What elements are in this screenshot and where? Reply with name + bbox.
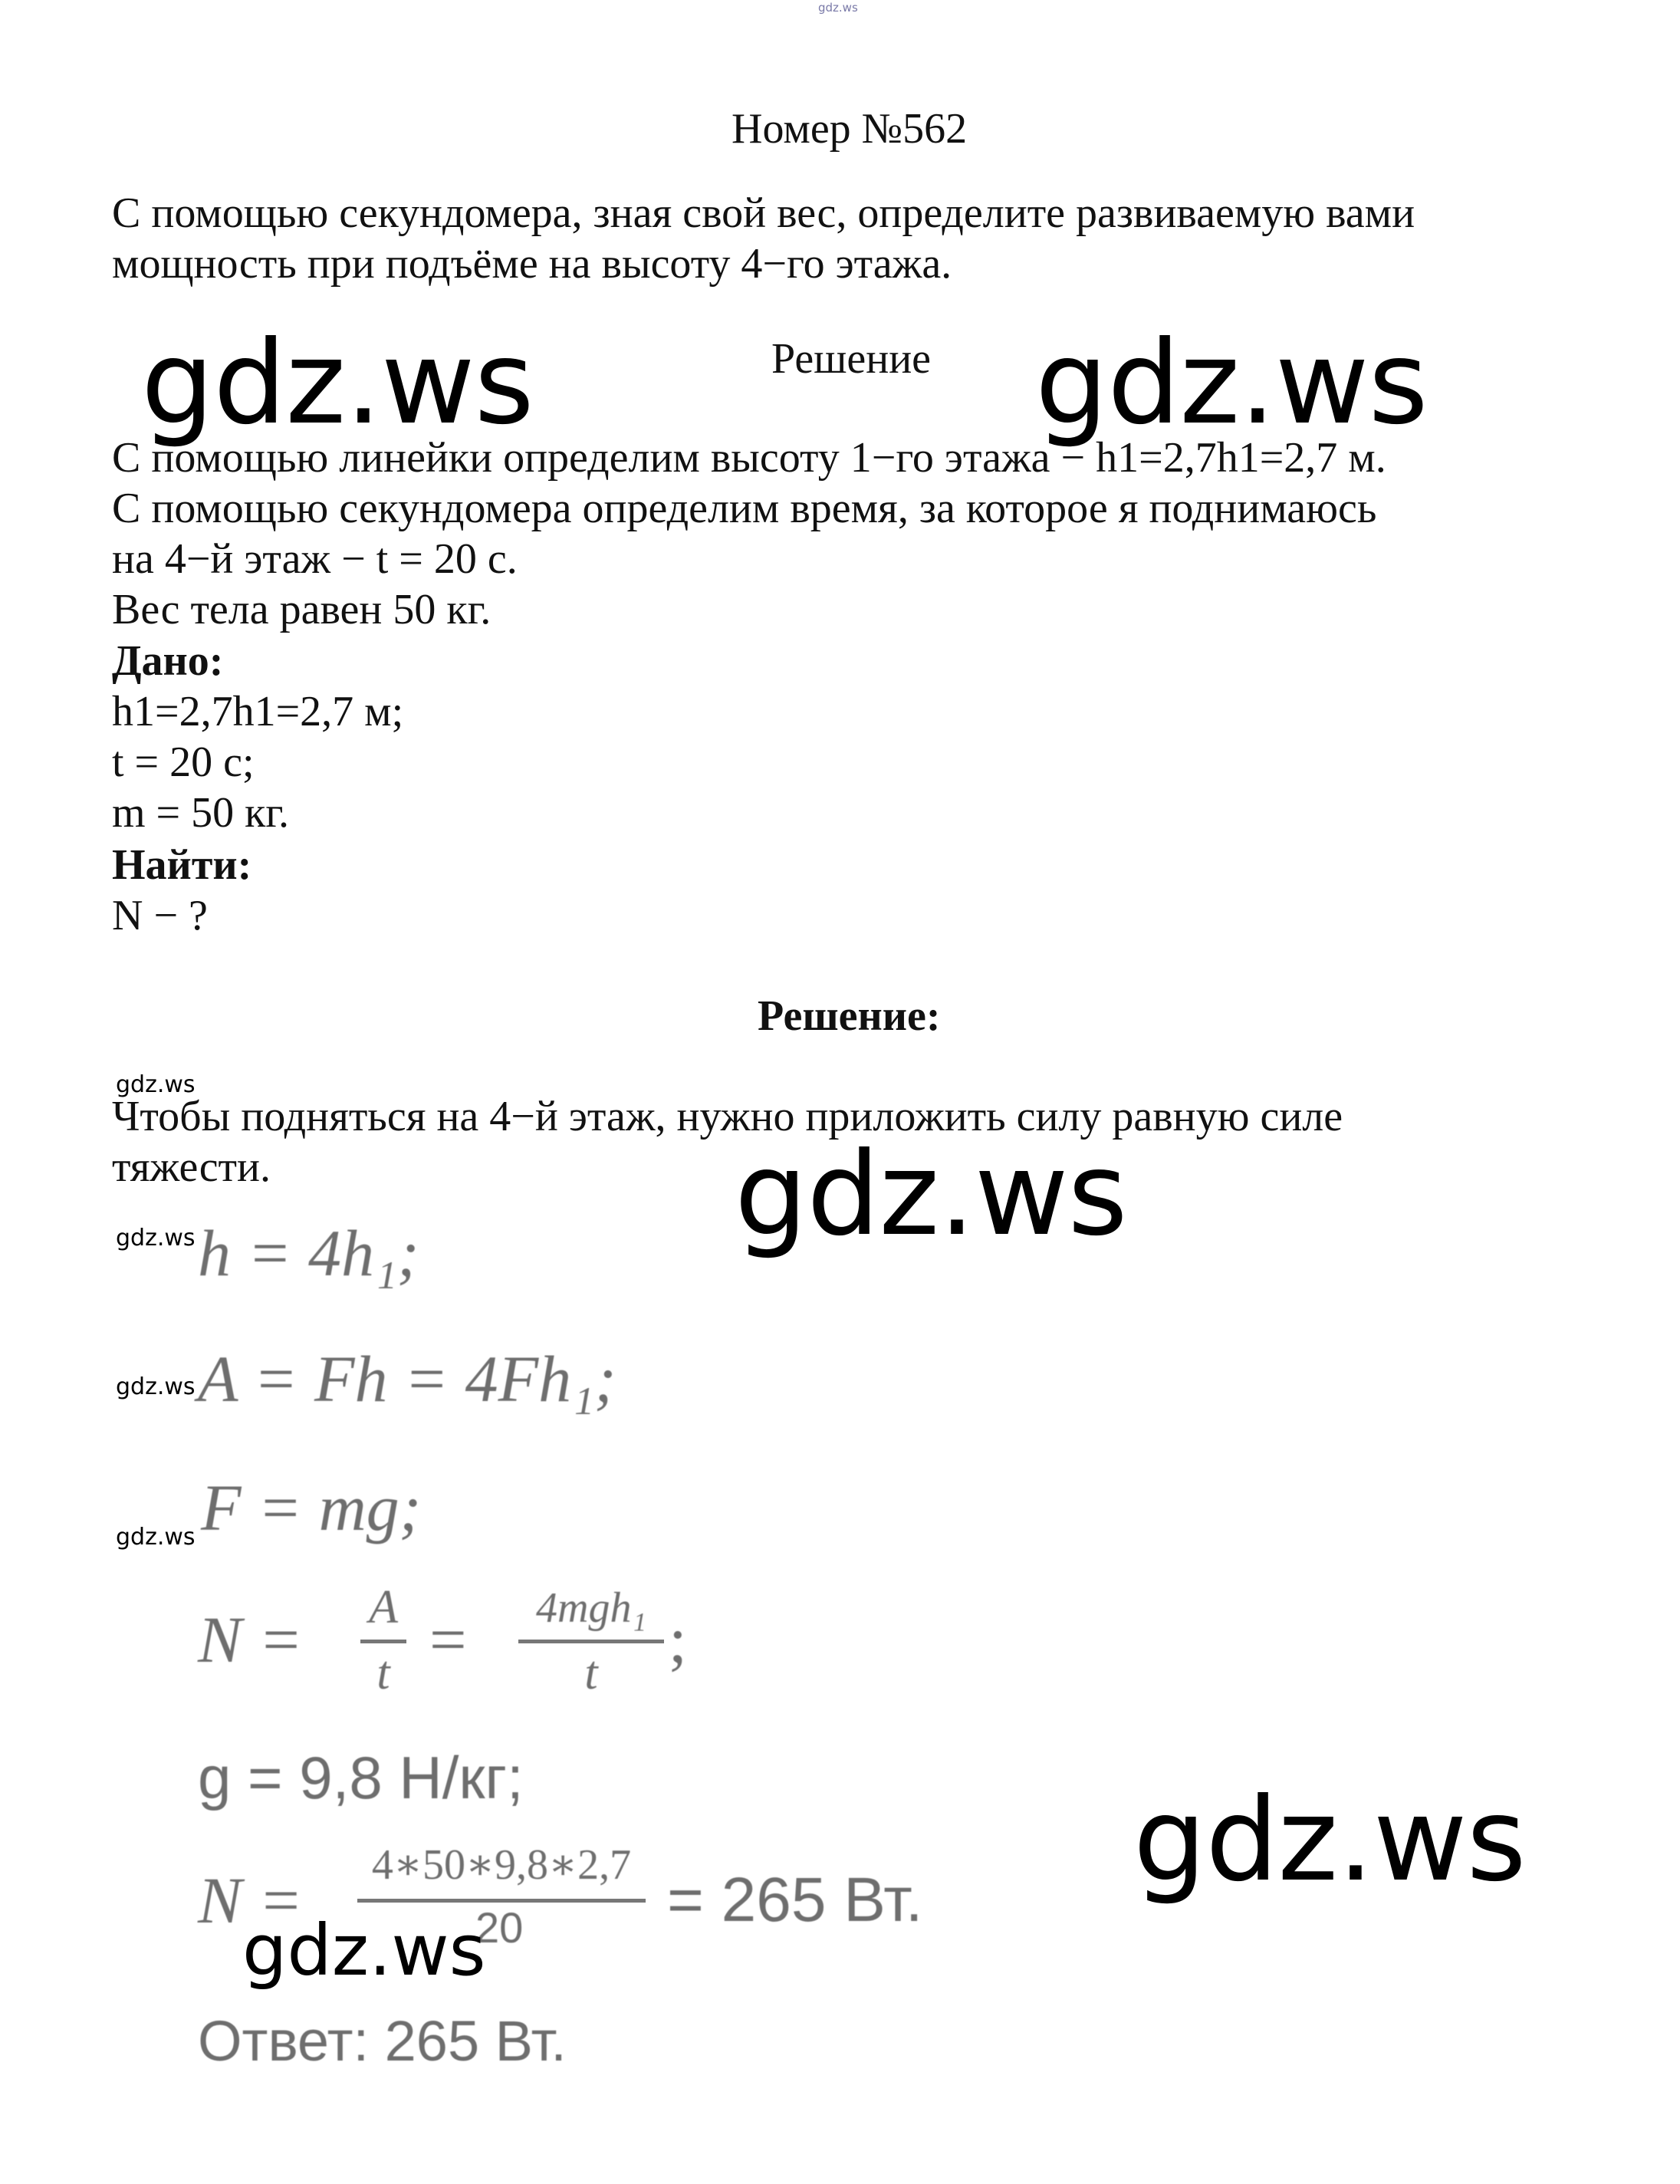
formula-semicolon: ; [669, 1603, 687, 1676]
task-statement-line-1: С помощью секундомера, зная свой вес, определите развиваемую вами [112, 189, 1415, 237]
formula-force: F = mg; [201, 1471, 422, 1544]
find-item: N − ? [112, 892, 208, 939]
formula-result-left: N = [198, 1863, 303, 1937]
solution-text-line-2: тяжести. [112, 1143, 271, 1191]
watermark-logo: gdz.ws [735, 1128, 1127, 1261]
fraction-numerator: A [369, 1581, 398, 1633]
given-label: Дано: [112, 637, 224, 685]
watermark-logo: gdz.ws [141, 317, 534, 450]
given-item: h1=2,7h1=2,7 м; [112, 688, 404, 735]
formula-gravity: g = 9,8 Н/кг; [198, 1744, 524, 1811]
watermark-logo-medium: gdz.ws [242, 1909, 486, 1992]
top-watermark: gdz.ws [818, 1, 858, 15]
formula-height: h = 4h₁; [198, 1216, 419, 1290]
watermark-small: gdz.ws [116, 1373, 196, 1400]
fraction-numerator: 4∗50∗9,8∗2,7 [371, 1841, 632, 1889]
watermark-small: gdz.ws [116, 1225, 196, 1252]
answer: Ответ: 265 Вт. [198, 2009, 567, 2073]
solution-intro-line: на 4−й этаж − t = 20 с. [112, 535, 518, 583]
solution-intro-line: С помощью линейки определим высоту 1−го этажа − h1=2,7h1=2,7 м. [112, 434, 1386, 482]
solution-text-line-1: Чтобы подняться на 4−й этаж, нужно приложить силу равную силе [112, 1093, 1343, 1140]
watermark-small: gdz.ws [116, 1071, 196, 1098]
fraction-numerator: 4mgh₁ [536, 1584, 646, 1632]
fraction-bar [518, 1640, 664, 1643]
fraction-denominator: t [376, 1647, 390, 1699]
solution-intro-heading: Решение [771, 335, 932, 383]
fraction-denominator: t [584, 1647, 598, 1699]
formula-work: A = Fh = 4Fh₁; [198, 1342, 616, 1416]
watermark-small: gdz.ws [116, 1524, 196, 1551]
formula-equals: = [429, 1603, 467, 1676]
task-statement-line-2: мощность при подъёме на высоту 4−го этажа. [112, 240, 952, 288]
fraction-bar [357, 1899, 646, 1903]
task-title: Номер №562 [732, 105, 968, 153]
given-item: t = 20 с; [112, 738, 255, 786]
formula-result-right: = 265 Вт. [667, 1865, 923, 1935]
solution-heading: Решение: [758, 992, 941, 1040]
fraction-denominator: 20 [475, 1903, 524, 1952]
watermark-logo: gdz.ws [1035, 317, 1428, 450]
find-label: Найти: [112, 841, 252, 889]
formula-power-left: N = [198, 1603, 303, 1676]
fraction-a-over-t [360, 1581, 406, 1704]
solution-intro-line: Вес тела равен 50 кг. [112, 586, 492, 633]
fraction-bar [360, 1640, 406, 1643]
watermark-logo: gdz.ws [1133, 1774, 1526, 1907]
given-item: m = 50 кг. [112, 789, 289, 837]
solution-intro-line: С помощью секундомера определим время, за которое я поднимаюсь [112, 485, 1377, 532]
fraction-4mgh-over-t [518, 1581, 664, 1704]
